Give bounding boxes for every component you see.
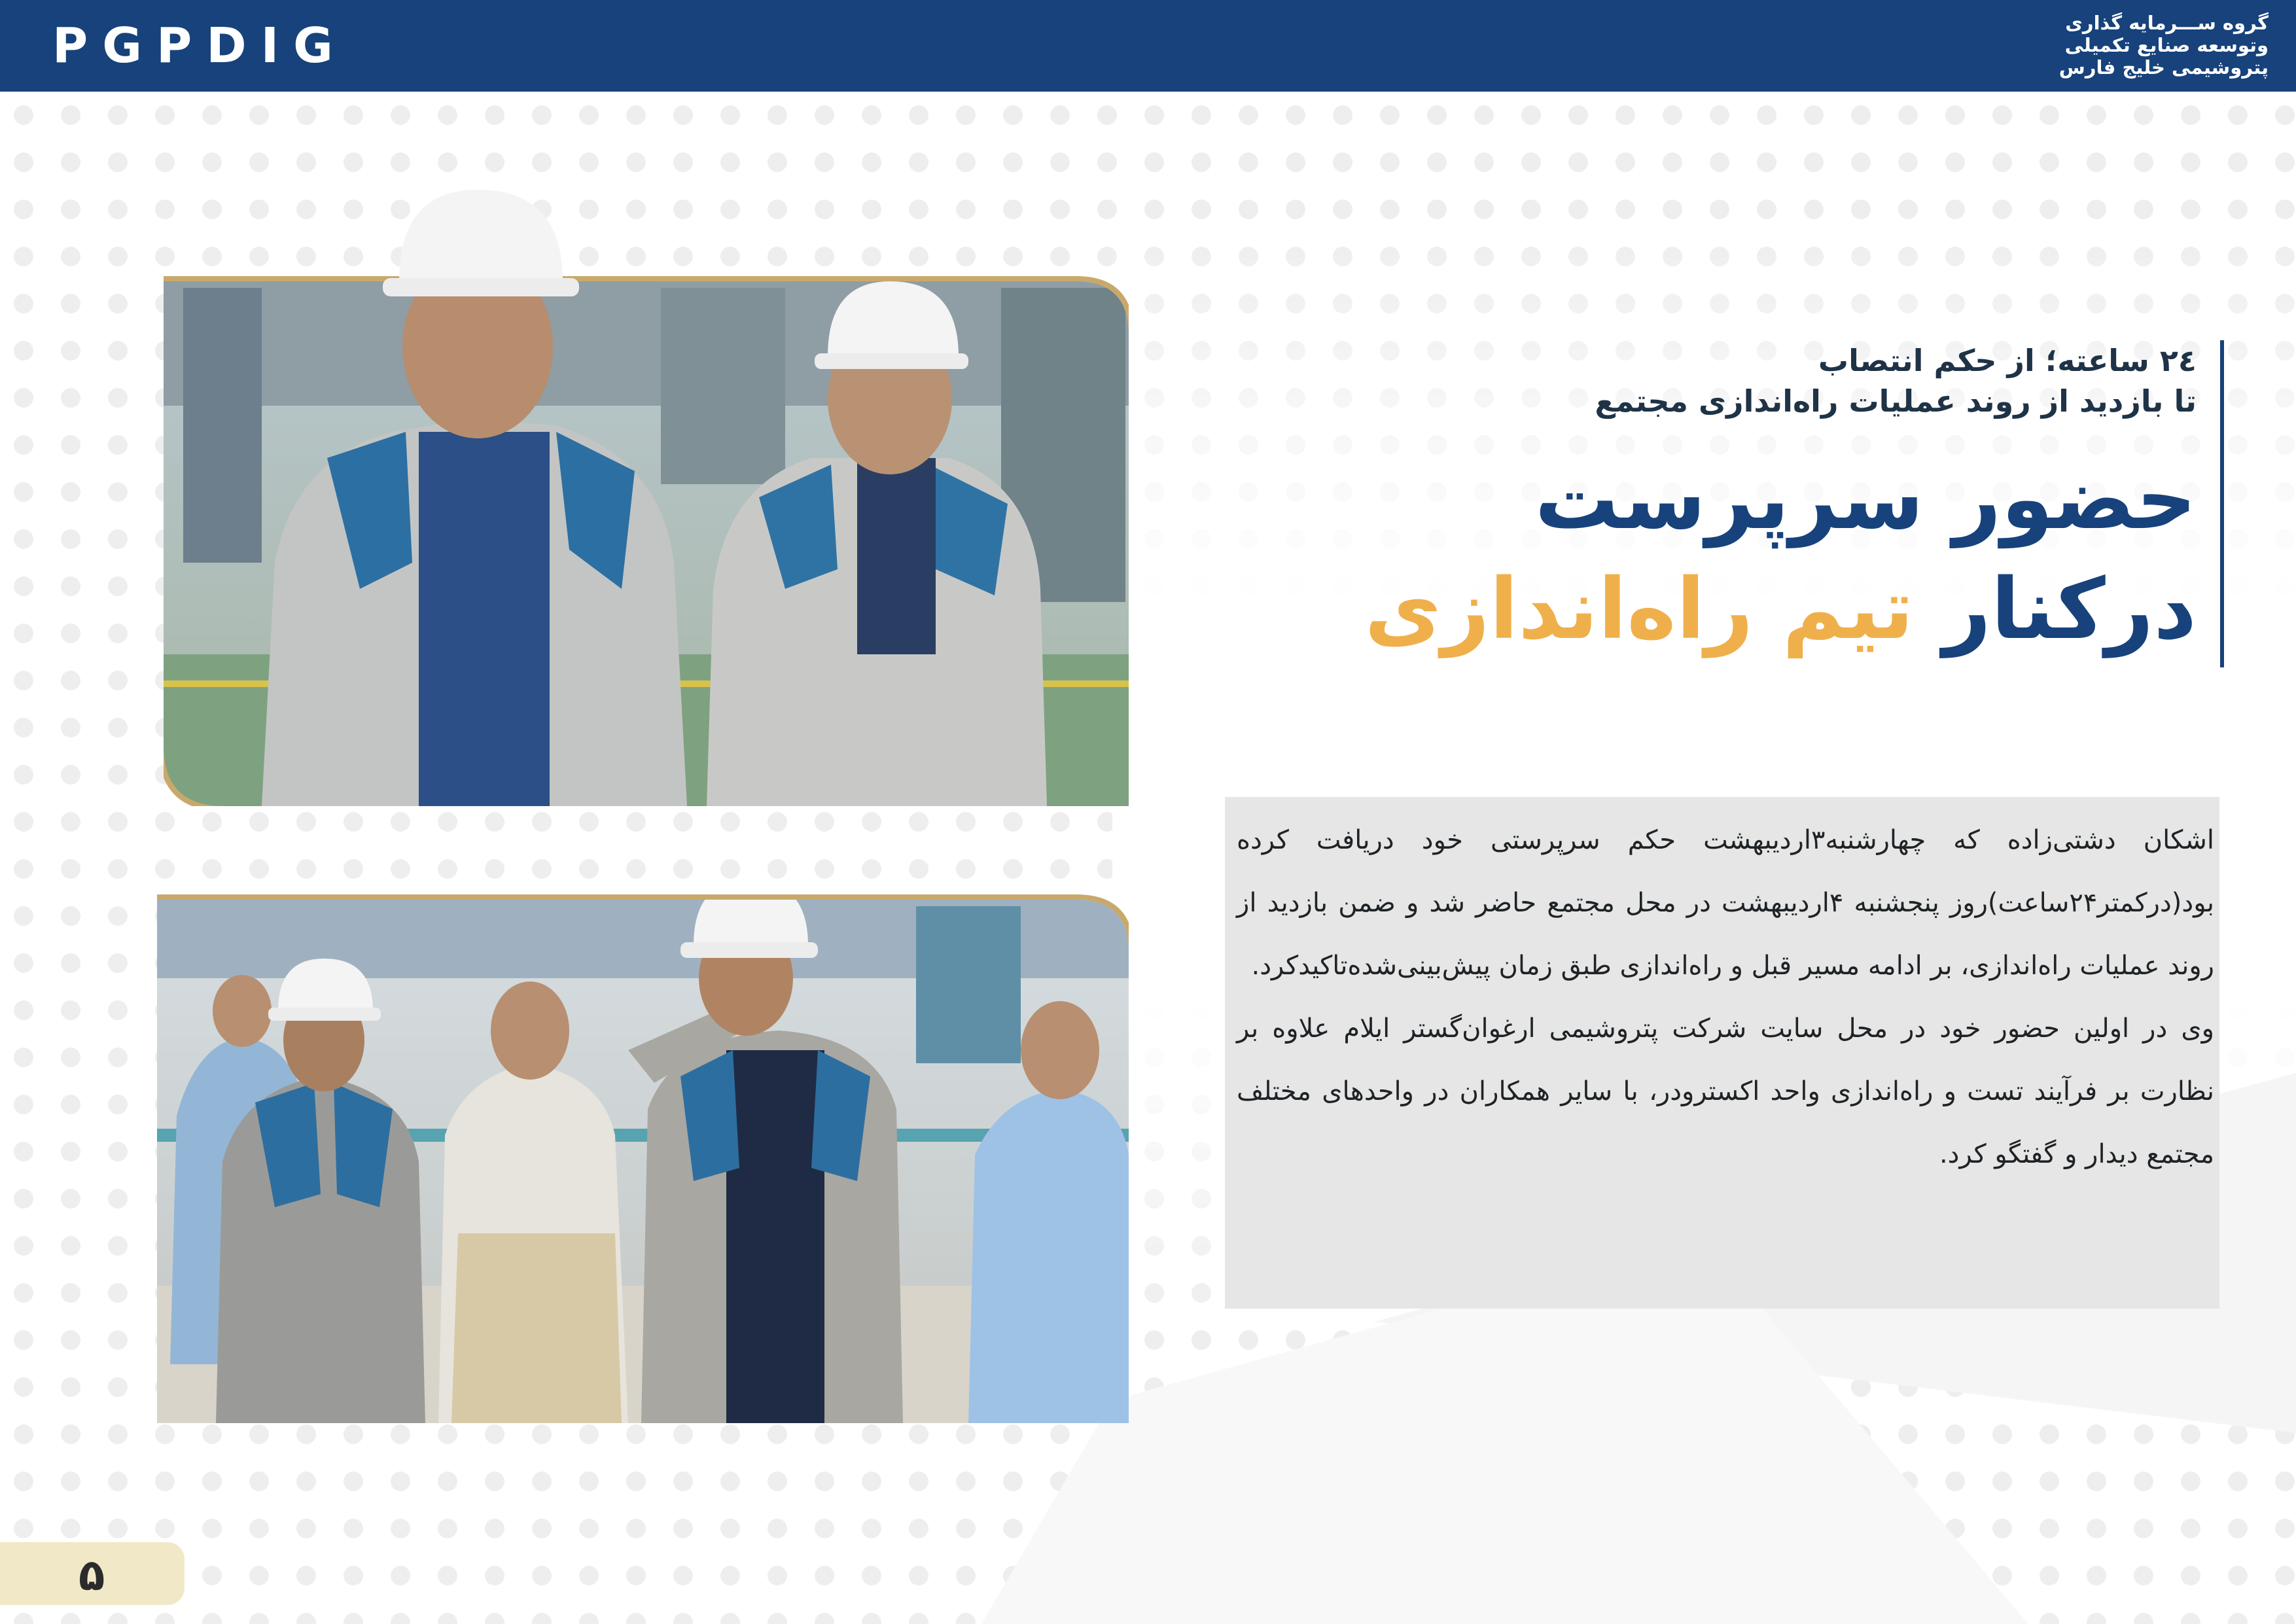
- article-kicker-line-2: تا بازدید از روند عملیات راه‌اندازی مجتمع: [1595, 383, 2197, 419]
- article-body: [1225, 797, 2219, 1309]
- page-number-tab: [0, 1542, 185, 1605]
- headline-line-2-accent: تیم راه‌اندازی: [1364, 561, 1914, 658]
- header-bar: [0, 0, 2296, 92]
- photo-site-walk-icon: [157, 710, 1129, 1423]
- org-name-line-1: گروه ســـرمایه گذاری: [2065, 12, 2269, 34]
- headline-line-1: حضور سرپرست: [1534, 451, 2197, 548]
- article-title-block: [1333, 340, 2224, 667]
- photo-two-engineers: [164, 92, 1129, 806]
- org-name-line-3: پتروشیمی خلیج فارس: [2058, 56, 2269, 79]
- article-paragraph-1: اشکان دشتی‌زاده که چهارشنبه۳اردیبهشت حکم سرپرستی خود دریافت کرده بود(درکمتر۲۴ساعت)روز پنجشنبه ۴اردیبهشت در محل مجتمع حاضر شد و ضمن بازدید از روند عملیات راه‌اندازی، بر ادامه مسیر قبل و راه‌اندازی طبق زمان پیش‌بینی‌شده‌تاکیدکرد.: [1237, 825, 2215, 981]
- article-paragraph-2: وی در اولین حضور خود در محل سایت شرکت پتروشیمی ارغوان‌گستر ایلام علاوه بر نظارت بر فرآیند تست و راه‌اندازی واحد اکسترودر، با سایر همکاران در واحدهای مختلف مجتمع دیدار و گفتگو کرد.: [1237, 1014, 2214, 1169]
- organization-name: [1994, 12, 2269, 79]
- photo-site-walk: [157, 710, 1129, 1423]
- article-headline: [1333, 445, 2197, 665]
- org-name-line-2: وتوسعه صنایع تکمیلی: [2064, 34, 2269, 56]
- page-number: ۵: [79, 1550, 105, 1600]
- article-kicker-line-1: ۲٤ ساعته؛ از حکم انتصاب: [1818, 343, 2197, 378]
- photo-two-engineers-icon: [164, 92, 1129, 806]
- headline-line-2: [1333, 555, 2197, 665]
- brand-logo: PGPDIG: [52, 18, 347, 74]
- headline-line-2-main: درکنار: [1943, 561, 2197, 658]
